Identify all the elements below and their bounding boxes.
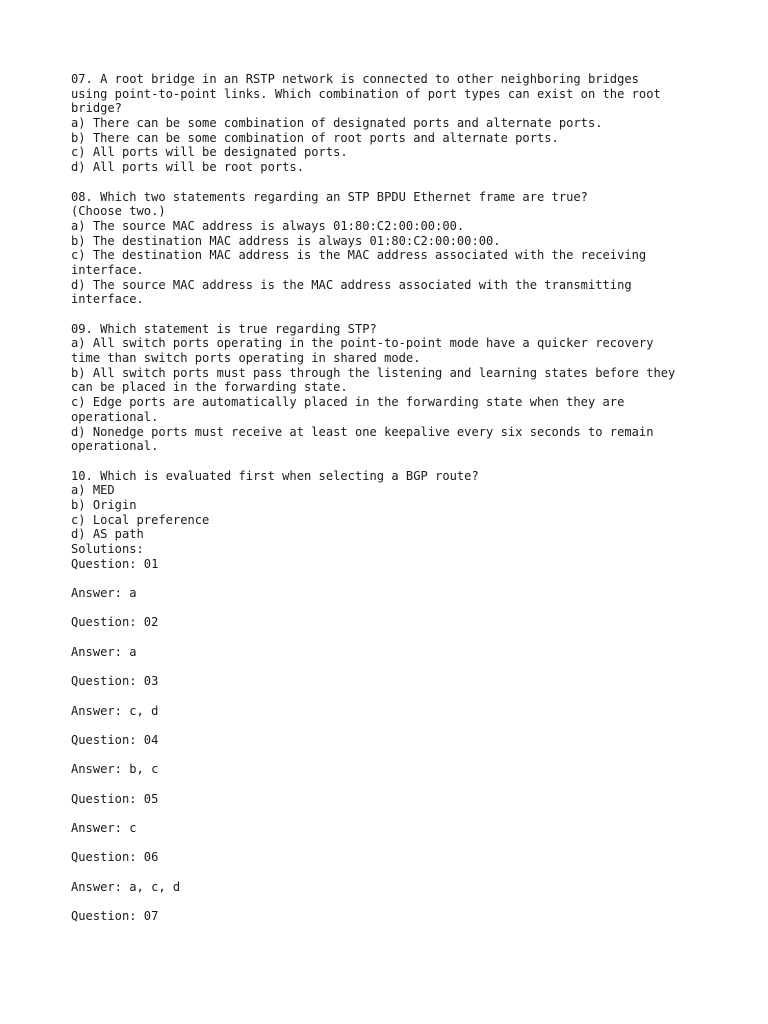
answer-option: a) MED [71,483,115,498]
answer-option: b) Origin [71,497,137,512]
answer-option: a) All switch ports operating in the point-to-point mode have a quicker recovery [71,336,654,351]
solution-question: Question: 06 [71,850,159,865]
spacer [71,748,731,763]
solution-question: Question: 03 [71,674,159,689]
solution-answer: Answer: c [71,821,137,836]
question-block [71,322,731,454]
spacer [71,689,731,704]
answer-option: b) All switch ports must pass through the listening and learning states before they [71,365,676,380]
spacer [71,777,731,792]
answer-option: c) All ports will be designated ports. [71,145,348,160]
answer-option: a) There can be some combination of designated ports and alternate ports. [71,116,603,131]
spacer [71,630,731,645]
spacer [71,660,731,675]
spacer [71,806,731,821]
solution-question: Question: 02 [71,615,159,630]
question-text: using point-to-point links. Which combination of port types can exist on the root [71,86,661,101]
spacer [71,571,731,586]
spacer [71,307,731,322]
solutions-section [71,542,731,924]
answer-option: c) Edge ports are automatically placed in the forwarding state when they are [71,395,625,410]
document-page [71,72,731,924]
solution-question: Question: 07 [71,909,159,924]
solution-answer: Answer: a [71,586,137,601]
question-text: bridge? [71,101,122,116]
solutions-heading: Solutions: [71,542,144,556]
answer-option: d) All ports will be root ports. [71,160,304,175]
answer-option: c) The destination MAC address is the MAC address associated with the receiving [71,248,647,263]
solution-question: Question: 05 [71,791,159,806]
solution-question: Question: 01 [71,556,159,571]
question-text: (Choose two.) [71,204,166,219]
question-block [71,469,731,542]
spacer [71,895,731,910]
solution-answer: Answer: c, d [71,703,159,718]
answer-option: time than switch ports operating in shared mode. [71,351,421,366]
spacer [71,601,731,616]
spacer [71,454,731,469]
question-text: 09. Which statement is true regarding STP? [71,321,377,336]
answer-option: c) Local preference [71,512,210,527]
answer-option: operational. [71,409,159,424]
answer-option: a) The source MAC address is always 01:80:C2:00:00:00. [71,218,465,233]
answer-option: interface. [71,262,144,277]
answer-option: can be placed in the forwarding state. [71,380,348,395]
solution-answer: Answer: b, c [71,762,159,777]
answer-option: operational. [71,439,159,454]
answer-option: d) Nonedge ports must receive at least one keepalive every six seconds to remain [71,424,654,439]
spacer [71,718,731,733]
spacer [71,865,731,880]
answer-option: interface. [71,292,144,307]
answer-option: b) The destination MAC address is always 01:80:C2:00:00:00. [71,233,501,248]
solution-answer: Answer: a [71,644,137,659]
question-text: 08. Which two statements regarding an STP BPDU Ethernet frame are true? [71,189,588,204]
solution-answer: Answer: a, c, d [71,879,181,894]
answer-option: d) AS path [71,527,144,542]
spacer [71,175,731,190]
question-text: 10. Which is evaluated first when selecting a BGP route? [71,468,479,483]
question-text: 07. A root bridge in an RSTP network is connected to other neighboring bridges [71,72,639,86]
answer-option: d) The source MAC address is the MAC address associated with the transmitting [71,277,632,292]
question-block [71,190,731,308]
solution-question: Question: 04 [71,732,159,747]
question-block [71,72,731,175]
answer-option: b) There can be some combination of root ports and alternate ports. [71,130,559,145]
spacer [71,836,731,851]
